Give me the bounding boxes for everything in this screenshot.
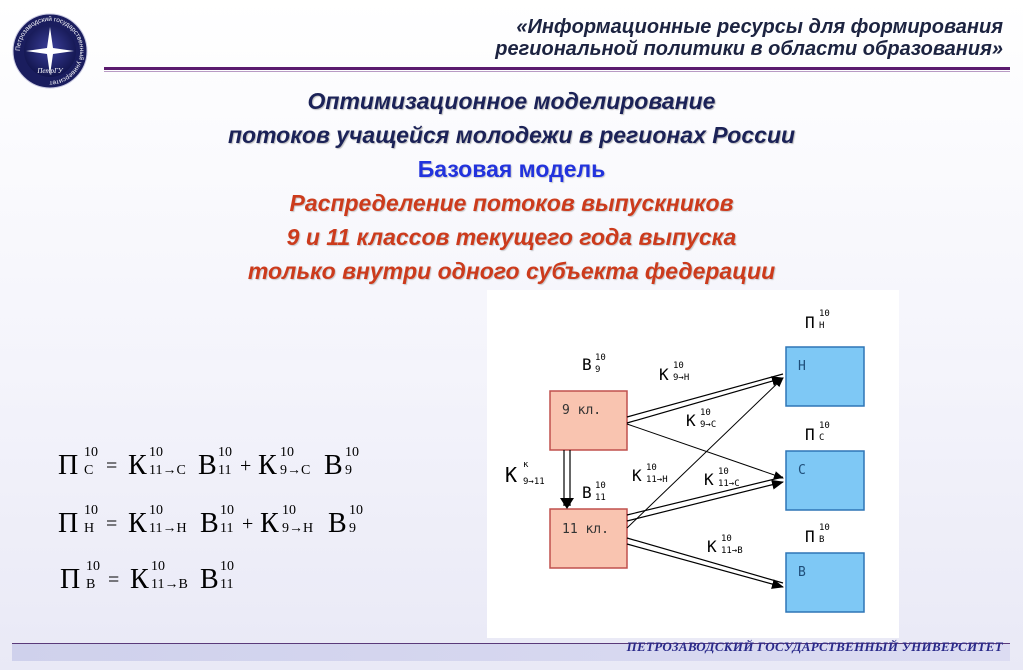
header-title-line2: региональной политики в области образования» <box>495 38 1003 60</box>
formula-symbol: К <box>130 564 149 595</box>
label-k11s <box>704 467 740 489</box>
formula-sup: 10 <box>149 445 163 460</box>
formula-symbol: К <box>258 450 277 481</box>
title-line2: потоков учащейся молодежи в регионах России <box>227 122 796 148</box>
formula-sup: 10 <box>84 445 98 460</box>
footer-university-name: ПЕТРОЗАВОДСКИЙ ГОСУДАРСТВЕННЫЙ УНИВЕРСИТЕТ <box>626 639 1003 654</box>
svg-text:11→В: 11→В <box>721 546 743 556</box>
slide-titles <box>0 84 1023 288</box>
svg-text:В: В <box>582 355 592 374</box>
formula-sub: 9 <box>349 521 356 536</box>
formula-sup: 10 <box>282 503 296 518</box>
svg-text:10: 10 <box>646 463 657 473</box>
svg-text:10: 10 <box>700 408 711 418</box>
formula-plus: + <box>240 455 252 477</box>
formula-symbol: В <box>200 564 219 595</box>
formula-symbol: К <box>128 508 147 539</box>
formula-symbol: В <box>198 450 217 481</box>
formula-sup: 10 <box>220 559 234 574</box>
label-pn <box>805 309 830 332</box>
label-k9-11 <box>505 460 545 487</box>
arrow-9-to-11 <box>560 450 574 509</box>
formula-sup: 10 <box>149 503 163 518</box>
label-ps <box>805 421 830 444</box>
box-dest-n <box>786 347 864 406</box>
svg-text:10: 10 <box>819 309 830 319</box>
formula-sup: 10 <box>349 503 363 518</box>
formula-sup: 10 <box>280 445 294 460</box>
svg-text:В: В <box>819 535 825 545</box>
formula-sup: 10 <box>151 559 165 574</box>
formula-sub: 9→С <box>280 463 311 478</box>
box-dest-s-label: С <box>798 463 806 478</box>
formula-sub: 9→Н <box>282 521 314 536</box>
formula-sub: Н <box>84 521 95 536</box>
formula-sup: 10 <box>86 559 100 574</box>
svg-text:К: К <box>659 365 669 384</box>
svg-text:11→Н: 11→Н <box>646 475 668 485</box>
label-pv <box>805 523 830 546</box>
university-logo <box>12 13 88 89</box>
header-title-line1: «Информационные ресурсы для формирования <box>516 16 1003 38</box>
box-grade-11 <box>550 509 627 568</box>
svg-text:Н: Н <box>819 321 825 331</box>
flow-diagram <box>487 290 899 638</box>
svg-text:10: 10 <box>819 523 830 533</box>
svg-text:10: 10 <box>718 467 729 477</box>
header-divider <box>104 67 1010 70</box>
subtitle-model: Базовая модель <box>417 156 606 182</box>
formula-eq: = <box>108 569 120 591</box>
formula-block <box>58 436 388 606</box>
label-k11v <box>707 534 743 556</box>
formula-sub: 11→В <box>151 577 188 592</box>
title-line1: Оптимизационное моделирование <box>307 88 716 114</box>
svg-text:П: П <box>805 527 815 546</box>
formula-eq: = <box>106 513 118 535</box>
box-dest-n-label: Н <box>798 359 806 374</box>
formula-plus: + <box>242 513 254 535</box>
formula-symbol: В <box>200 508 219 539</box>
label-k11n <box>632 463 668 485</box>
formula-sup: 10 <box>84 503 98 518</box>
label-k9n <box>659 361 689 384</box>
formula-symbol: В <box>324 450 343 481</box>
formula-sub: 11 <box>220 521 234 536</box>
formula-p-s <box>58 445 359 481</box>
svg-text:10: 10 <box>819 421 830 431</box>
svg-text:С: С <box>819 433 825 443</box>
svg-text:П: П <box>805 425 815 444</box>
svg-text:9: 9 <box>595 365 601 375</box>
svg-text:К: К <box>505 463 518 487</box>
formula-symbol: В <box>328 508 347 539</box>
formula-sup: 10 <box>218 445 232 460</box>
svg-text:П: П <box>805 313 815 332</box>
formula-symbol: П <box>58 508 79 539</box>
formula-symbol: К <box>260 508 279 539</box>
svg-text:К: К <box>686 411 696 430</box>
svg-text:11: 11 <box>595 493 606 503</box>
box-grade-11-label: 11 кл. <box>562 522 609 537</box>
formula-sub: 9 <box>345 463 352 478</box>
svg-text:10: 10 <box>721 534 732 544</box>
box-grade-9 <box>550 391 627 450</box>
subtitle-line1: Распределение потоков выпускников <box>289 190 734 216</box>
formula-sub: С <box>84 463 94 478</box>
box-dest-s <box>786 451 864 510</box>
svg-text:10: 10 <box>595 481 606 491</box>
svg-text:К: К <box>704 470 714 489</box>
svg-text:В: В <box>582 483 592 502</box>
logo-ring-text: Петрозаводский государственный университет <box>14 15 86 87</box>
header-divider-thin <box>104 71 1010 72</box>
svg-text:9→Н: 9→Н <box>673 373 690 383</box>
subtitle-line3: только внутри одного субъекта федерации <box>247 258 776 284</box>
formula-sub: 11 <box>218 463 232 478</box>
box-dest-v <box>786 553 864 612</box>
formula-sub: 11→Н <box>149 521 187 536</box>
subtitle-line2: 9 и 11 классов текущего года выпуска <box>286 224 737 250</box>
formula-sub: 11→С <box>149 463 186 478</box>
formula-sub: 11 <box>220 577 234 592</box>
label-k9s <box>686 408 716 430</box>
formula-eq: = <box>106 455 118 477</box>
formula-symbol: К <box>128 450 147 481</box>
formula-sub: В <box>86 577 96 592</box>
box-grade-9-label: 9 кл. <box>562 403 602 418</box>
svg-text:к: к <box>523 460 529 470</box>
svg-text:9→С: 9→С <box>700 420 717 430</box>
svg-text:К: К <box>632 466 642 485</box>
svg-text:11→С: 11→С <box>718 479 740 489</box>
label-b9 <box>582 353 606 375</box>
formula-p-v <box>60 559 234 595</box>
logo-caption: ПетрГУ <box>37 67 63 75</box>
svg-text:10: 10 <box>595 353 606 363</box>
formula-symbol: П <box>58 450 79 481</box>
formula-sup: 10 <box>345 445 359 460</box>
label-b11 <box>582 481 606 503</box>
arrow-11-to-v <box>627 538 783 587</box>
formula-p-n <box>58 503 363 539</box>
formula-sup: 10 <box>220 503 234 518</box>
svg-text:К: К <box>707 537 717 556</box>
header-title <box>303 16 1003 60</box>
svg-text:10: 10 <box>673 361 684 371</box>
box-dest-v-label: В <box>798 565 806 580</box>
svg-text:9→11: 9→11 <box>523 477 545 487</box>
formula-symbol: П <box>60 564 81 595</box>
